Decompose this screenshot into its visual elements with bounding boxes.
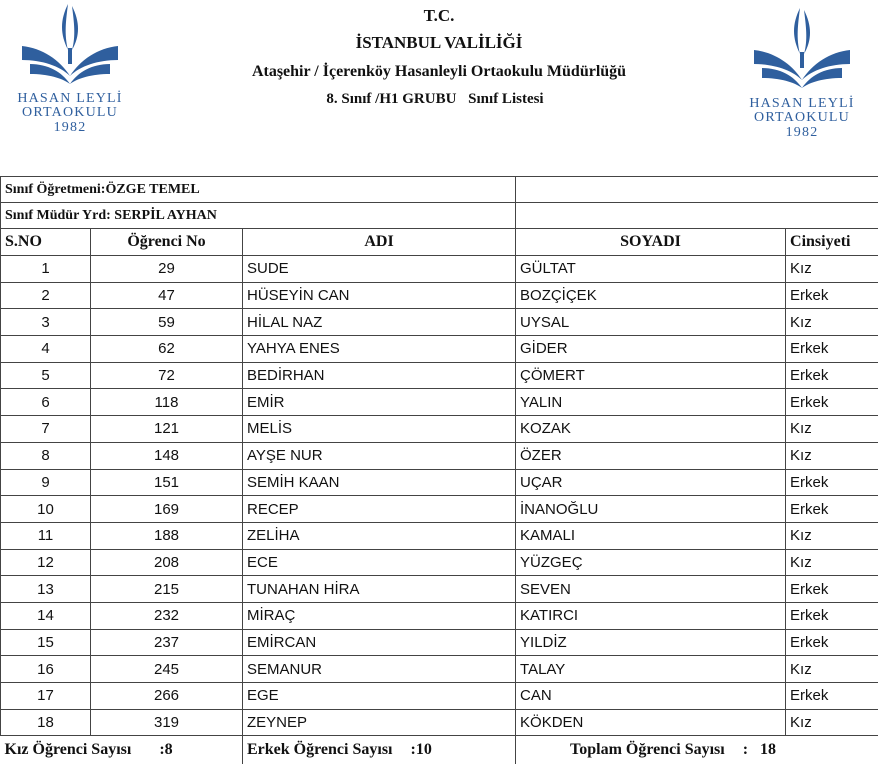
cell-sno: 7 <box>1 416 91 443</box>
cell-sno: 2 <box>1 282 91 309</box>
cell-gender: Kız <box>786 656 878 683</box>
logo-text-line3: 1982 <box>785 125 819 140</box>
cell-gender: Erkek <box>786 496 878 523</box>
cell-gender: Erkek <box>786 469 878 496</box>
cell-surname: SEVEN <box>516 576 786 603</box>
table-row <box>1 336 878 363</box>
cell-sno: 5 <box>1 362 91 389</box>
cell-sno: 12 <box>1 549 91 576</box>
header-class-list <box>150 91 728 108</box>
table-row <box>1 362 878 389</box>
cell-student-no: 232 <box>91 602 243 629</box>
cell-name: ECE <box>243 549 516 576</box>
girls-count <box>1 736 243 765</box>
cell-surname: KÖKDEN <box>516 709 786 736</box>
cell-sno: 15 <box>1 629 91 656</box>
cell-surname: KATIRCI <box>516 602 786 629</box>
table-row <box>1 709 878 736</box>
col-header-student-no: Öğrenci No <box>91 229 243 256</box>
cell-gender: Erkek <box>786 683 878 710</box>
header-governorship: İSTANBUL VALİLİĞİ <box>355 33 523 52</box>
cell-sno: 9 <box>1 469 91 496</box>
cell-student-no: 215 <box>91 576 243 603</box>
cell-name: SUDE <box>243 256 516 283</box>
cell-gender: Erkek <box>786 576 878 603</box>
cell-sno: 10 <box>1 496 91 523</box>
cell-surname: İNANOĞLU <box>516 496 786 523</box>
cell-name: TUNAHAN HİRA <box>243 576 516 603</box>
cell-student-no: 59 <box>91 309 243 336</box>
column-header-row <box>1 229 878 256</box>
cell-gender: Kız <box>786 256 878 283</box>
col-header-sno: S.NO <box>1 229 91 256</box>
cell-student-no: 151 <box>91 469 243 496</box>
boys-count <box>243 736 516 765</box>
cell-surname: UYSAL <box>516 309 786 336</box>
table-row <box>1 602 878 629</box>
cell-sno: 4 <box>1 336 91 363</box>
cell-surname: GİDER <box>516 336 786 363</box>
table-row <box>1 629 878 656</box>
header-tc: T.C. <box>423 6 455 25</box>
cell-name: SEMANUR <box>243 656 516 683</box>
table-row <box>1 656 878 683</box>
cell-surname: YILDİZ <box>516 629 786 656</box>
cell-name: EGE <box>243 683 516 710</box>
total-count-label: Toplam Öğrenci Sayısı <box>570 741 725 759</box>
cell-gender: Kız <box>786 709 878 736</box>
cell-name: HİLAL NAZ <box>243 309 516 336</box>
cell-gender: Kız <box>786 416 878 443</box>
table-row <box>1 683 878 710</box>
cell-student-no: 266 <box>91 683 243 710</box>
cell-sno: 13 <box>1 576 91 603</box>
cell-surname: YÜZGEÇ <box>516 549 786 576</box>
logo-text-line2: ORTAOKULU <box>22 105 118 120</box>
table-row <box>1 522 878 549</box>
school-logo-right <box>732 0 872 150</box>
cell-name: ZEYNEP <box>243 709 516 736</box>
cell-surname: GÜLTAT <box>516 256 786 283</box>
cell-name: EMİR <box>243 389 516 416</box>
book-pen-logo-icon <box>752 6 852 96</box>
cell-student-no: 148 <box>91 442 243 469</box>
cell-sno: 17 <box>1 683 91 710</box>
total-count <box>516 736 878 765</box>
cell-student-no: 319 <box>91 709 243 736</box>
cell-surname: YALIN <box>516 389 786 416</box>
cell-name: MİRAÇ <box>243 602 516 629</box>
cell-sno: 14 <box>1 602 91 629</box>
table-row <box>1 549 878 576</box>
book-pen-logo-icon <box>20 2 120 92</box>
boys-count-label: Erkek Öğrenci Sayısı <box>247 741 393 759</box>
boys-count-value: :10 <box>410 741 432 759</box>
class-list-table <box>0 176 878 764</box>
cell-student-no: 188 <box>91 522 243 549</box>
logo-text-line2: ORTAOKULU <box>754 110 850 125</box>
girls-count-label: Kız Öğrenci Sayısı <box>4 741 132 759</box>
cell-student-no: 121 <box>91 416 243 443</box>
cell-surname: ÇÖMERT <box>516 362 786 389</box>
table-row <box>1 416 878 443</box>
cell-student-no: 237 <box>91 629 243 656</box>
cell-gender: Kız <box>786 309 878 336</box>
cell-student-no: 208 <box>91 549 243 576</box>
cell-gender: Erkek <box>786 629 878 656</box>
table-row <box>1 576 878 603</box>
table-row <box>1 282 878 309</box>
cell-gender: Erkek <box>786 282 878 309</box>
cell-gender: Erkek <box>786 602 878 629</box>
cell-gender: Erkek <box>786 336 878 363</box>
cell-sno: 11 <box>1 522 91 549</box>
cell-student-no: 169 <box>91 496 243 523</box>
class-teacher: Sınıf Öğretmeni:ÖZGE TEMEL <box>1 177 516 203</box>
cell-surname: BOZÇİÇEK <box>516 282 786 309</box>
school-logo-left <box>0 0 140 150</box>
vice-blank-cell <box>516 203 878 229</box>
col-header-name: ADI <box>243 229 516 256</box>
cell-student-no: 245 <box>91 656 243 683</box>
vice-principal: Sınıf Müdür Yrd: SERPİL AYHAN <box>1 203 516 229</box>
cell-surname: KOZAK <box>516 416 786 443</box>
table-row <box>1 309 878 336</box>
class-label: 8. Sınıf /H1 GRUBU <box>326 91 457 107</box>
cell-surname: TALAY <box>516 656 786 683</box>
cell-sno: 1 <box>1 256 91 283</box>
cell-sno: 8 <box>1 442 91 469</box>
cell-name: RECEP <box>243 496 516 523</box>
header-school-name: Ataşehir / İçerenköy Hasanleyli Ortaokulu Müdürlüğü <box>251 63 627 80</box>
teacher-blank-cell <box>516 177 878 203</box>
cell-name: AYŞE NUR <box>243 442 516 469</box>
cell-sno: 6 <box>1 389 91 416</box>
girls-count-value: :8 <box>159 741 173 759</box>
cell-surname: KAMALI <box>516 522 786 549</box>
summary-row <box>1 736 878 765</box>
cell-name: MELİS <box>243 416 516 443</box>
cell-sno: 16 <box>1 656 91 683</box>
table-row <box>1 389 878 416</box>
cell-gender: Erkek <box>786 362 878 389</box>
cell-surname: ÖZER <box>516 442 786 469</box>
col-header-gender: Cinsiyeti <box>786 229 878 256</box>
logo-text-line1: HASAN LEYLİ <box>749 96 855 111</box>
cell-student-no: 29 <box>91 256 243 283</box>
cell-name: EMİRCAN <box>243 629 516 656</box>
logo-text-line3: 1982 <box>53 120 87 135</box>
total-count-value: : 18 <box>742 741 777 759</box>
cell-name: BEDİRHAN <box>243 362 516 389</box>
cell-name: SEMİH KAAN <box>243 469 516 496</box>
col-header-surname: SOYADI <box>516 229 786 256</box>
vice-principal-row <box>1 203 878 229</box>
table-row <box>1 469 878 496</box>
cell-sno: 18 <box>1 709 91 736</box>
cell-student-no: 118 <box>91 389 243 416</box>
cell-gender: Erkek <box>786 389 878 416</box>
table-row <box>1 442 878 469</box>
cell-gender: Kız <box>786 549 878 576</box>
cell-surname: CAN <box>516 683 786 710</box>
table-row <box>1 256 878 283</box>
cell-surname: UÇAR <box>516 469 786 496</box>
cell-student-no: 62 <box>91 336 243 363</box>
logo-text-line1: HASAN LEYLİ <box>17 91 123 106</box>
cell-student-no: 47 <box>91 282 243 309</box>
cell-student-no: 72 <box>91 362 243 389</box>
cell-gender: Kız <box>786 442 878 469</box>
cell-name: YAHYA ENES <box>243 336 516 363</box>
list-label: Sınıf Listesi <box>468 91 544 107</box>
cell-gender: Kız <box>786 522 878 549</box>
table-row <box>1 496 878 523</box>
cell-sno: 3 <box>1 309 91 336</box>
cell-name: HÜSEYİN CAN <box>243 282 516 309</box>
cell-name: ZELİHA <box>243 522 516 549</box>
teacher-row <box>1 177 878 203</box>
